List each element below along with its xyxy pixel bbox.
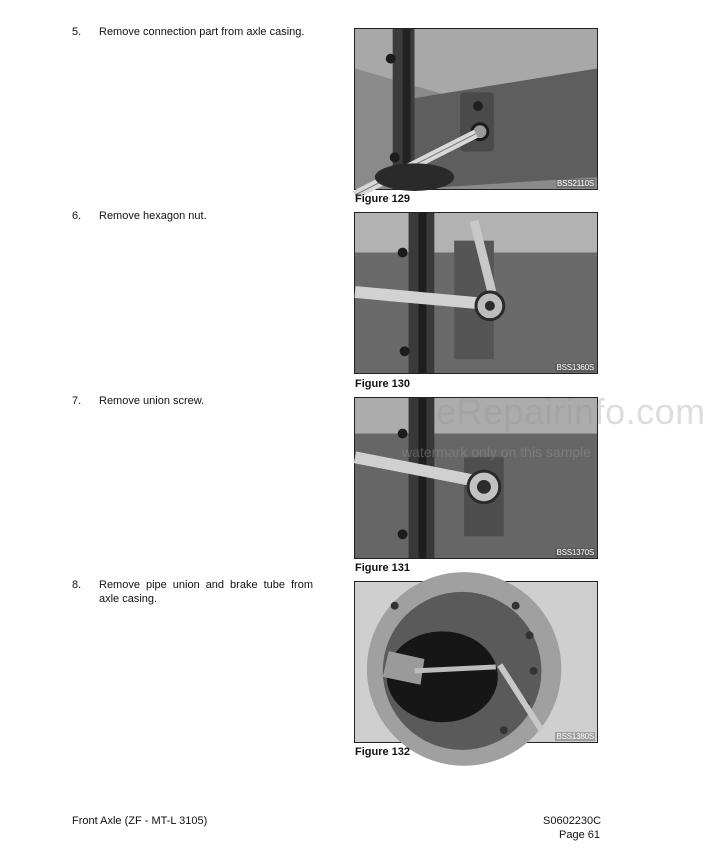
step-number: 5. <box>72 26 82 38</box>
footer-title: Front Axle (ZF - MT-L 3105) <box>72 815 208 827</box>
hexagon-nut-illustration <box>355 213 597 373</box>
figure-caption: Figure 130 <box>355 378 411 390</box>
step-text: Remove pipe union and brake tube from axle casing. <box>99 579 313 605</box>
step-number: 7. <box>72 395 82 407</box>
photo-code: BSS2110S <box>557 179 594 188</box>
axle-connection-illustration <box>355 29 597 189</box>
figure-129-photo <box>354 28 598 190</box>
photo-code: BSS1380S <box>556 732 594 741</box>
footer-doc-code: S0602230C <box>543 815 602 827</box>
footer-page-number: Page 61 <box>559 829 600 841</box>
step-number: 6. <box>72 210 82 222</box>
figure-caption: Figure 132 <box>355 746 411 758</box>
step-text: Remove union screw. <box>99 395 205 407</box>
watermark-site: eRepairinfo.com <box>436 391 706 432</box>
figure-130-photo <box>354 212 598 374</box>
step-number: 8. <box>72 579 82 591</box>
figure-132-photo <box>354 581 598 743</box>
figure-caption: Figure 131 <box>355 562 411 574</box>
pipe-union-illustration <box>355 582 597 742</box>
figure-caption: Figure 129 <box>355 193 411 205</box>
photo-code: BSS1360S <box>556 363 594 372</box>
step-text: Remove hexagon nut. <box>99 210 207 222</box>
photo-code: BSS1370S <box>556 548 594 557</box>
step-text: Remove connection part from axle casing. <box>99 26 305 38</box>
watermark-note: watermark only on this sample <box>402 444 592 460</box>
